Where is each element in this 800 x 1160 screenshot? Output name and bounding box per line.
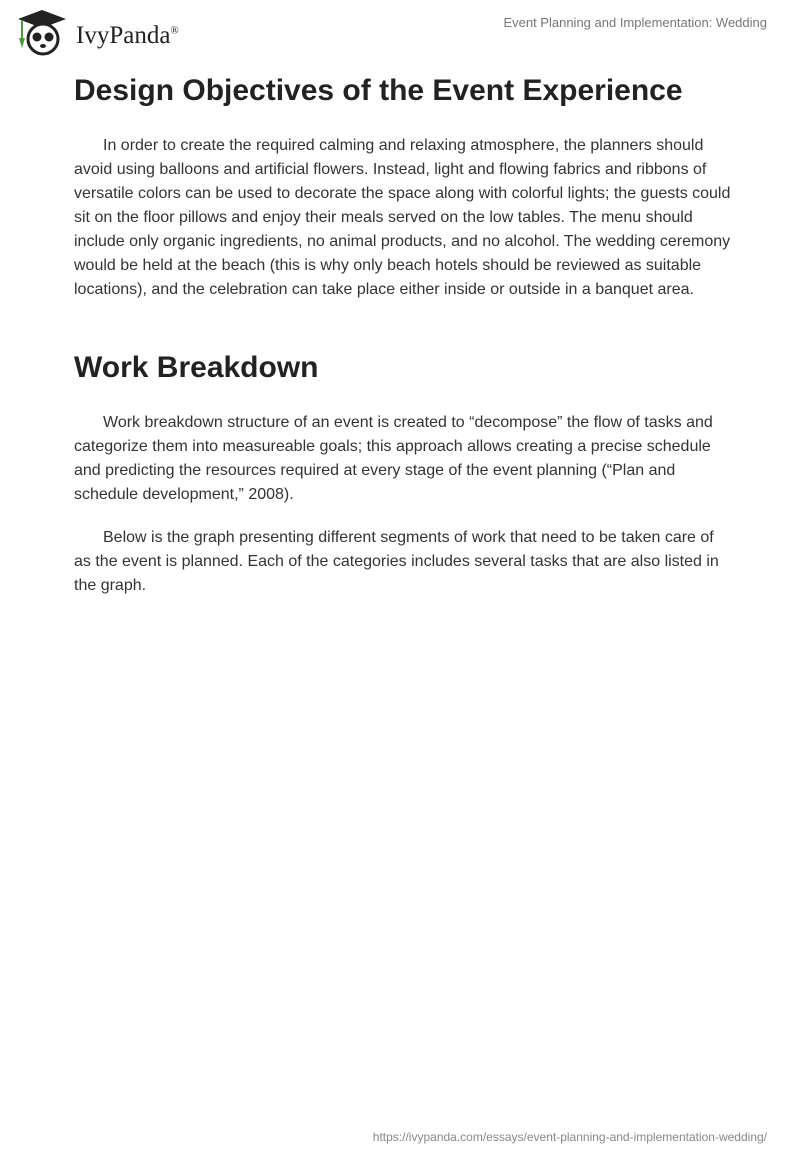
ivypanda-logo[interactable]: [14, 8, 179, 56]
panda-graduate-icon: [14, 8, 70, 56]
paragraph: In order to create the required calming and relaxing atmosphere, the planners should avoid using balloons and artificial flowers. Instead, light and flowing fabrics and ribbons of versatile colors can be used to decorate the space along with colorful lights; the guests could sit on the floor pillows and enjoy their meals served on the low tables. The menu should include only organic ingredients, no animal products, and no alcohol. The wedding ceremony would be held at the beach (this is why only beach hotels should be reviewed as suitable locations), and the celebration can take place either inside or outside in a banquet area.: [74, 137, 731, 298]
paragraph: Below is the graph presenting different segments of work that need to be taken care of as the event is planned. Each of the categories includes several tasks that are also listed in the graph.: [74, 529, 719, 594]
paragraph: Work breakdown structure of an event is created to “decompose” the flow of tasks and categorize them into measureable goals; this approach allows creating a precise schedule and predicting the resources required at every stage of the event planning (“Plan and schedule development,” 2008).: [74, 414, 713, 503]
logo-text: IvyPanda®: [76, 22, 179, 49]
source-url[interactable]: https://ivypanda.com/essays/event-planning-and-implementation-wedding/: [372, 1130, 767, 1144]
section-heading-work-breakdown: Work Breakdown: [74, 351, 319, 384]
running-title: Event Planning and Implementation: Wedding: [503, 15, 767, 30]
section-heading-design-objectives: Design Objectives of the Event Experience: [74, 74, 683, 107]
